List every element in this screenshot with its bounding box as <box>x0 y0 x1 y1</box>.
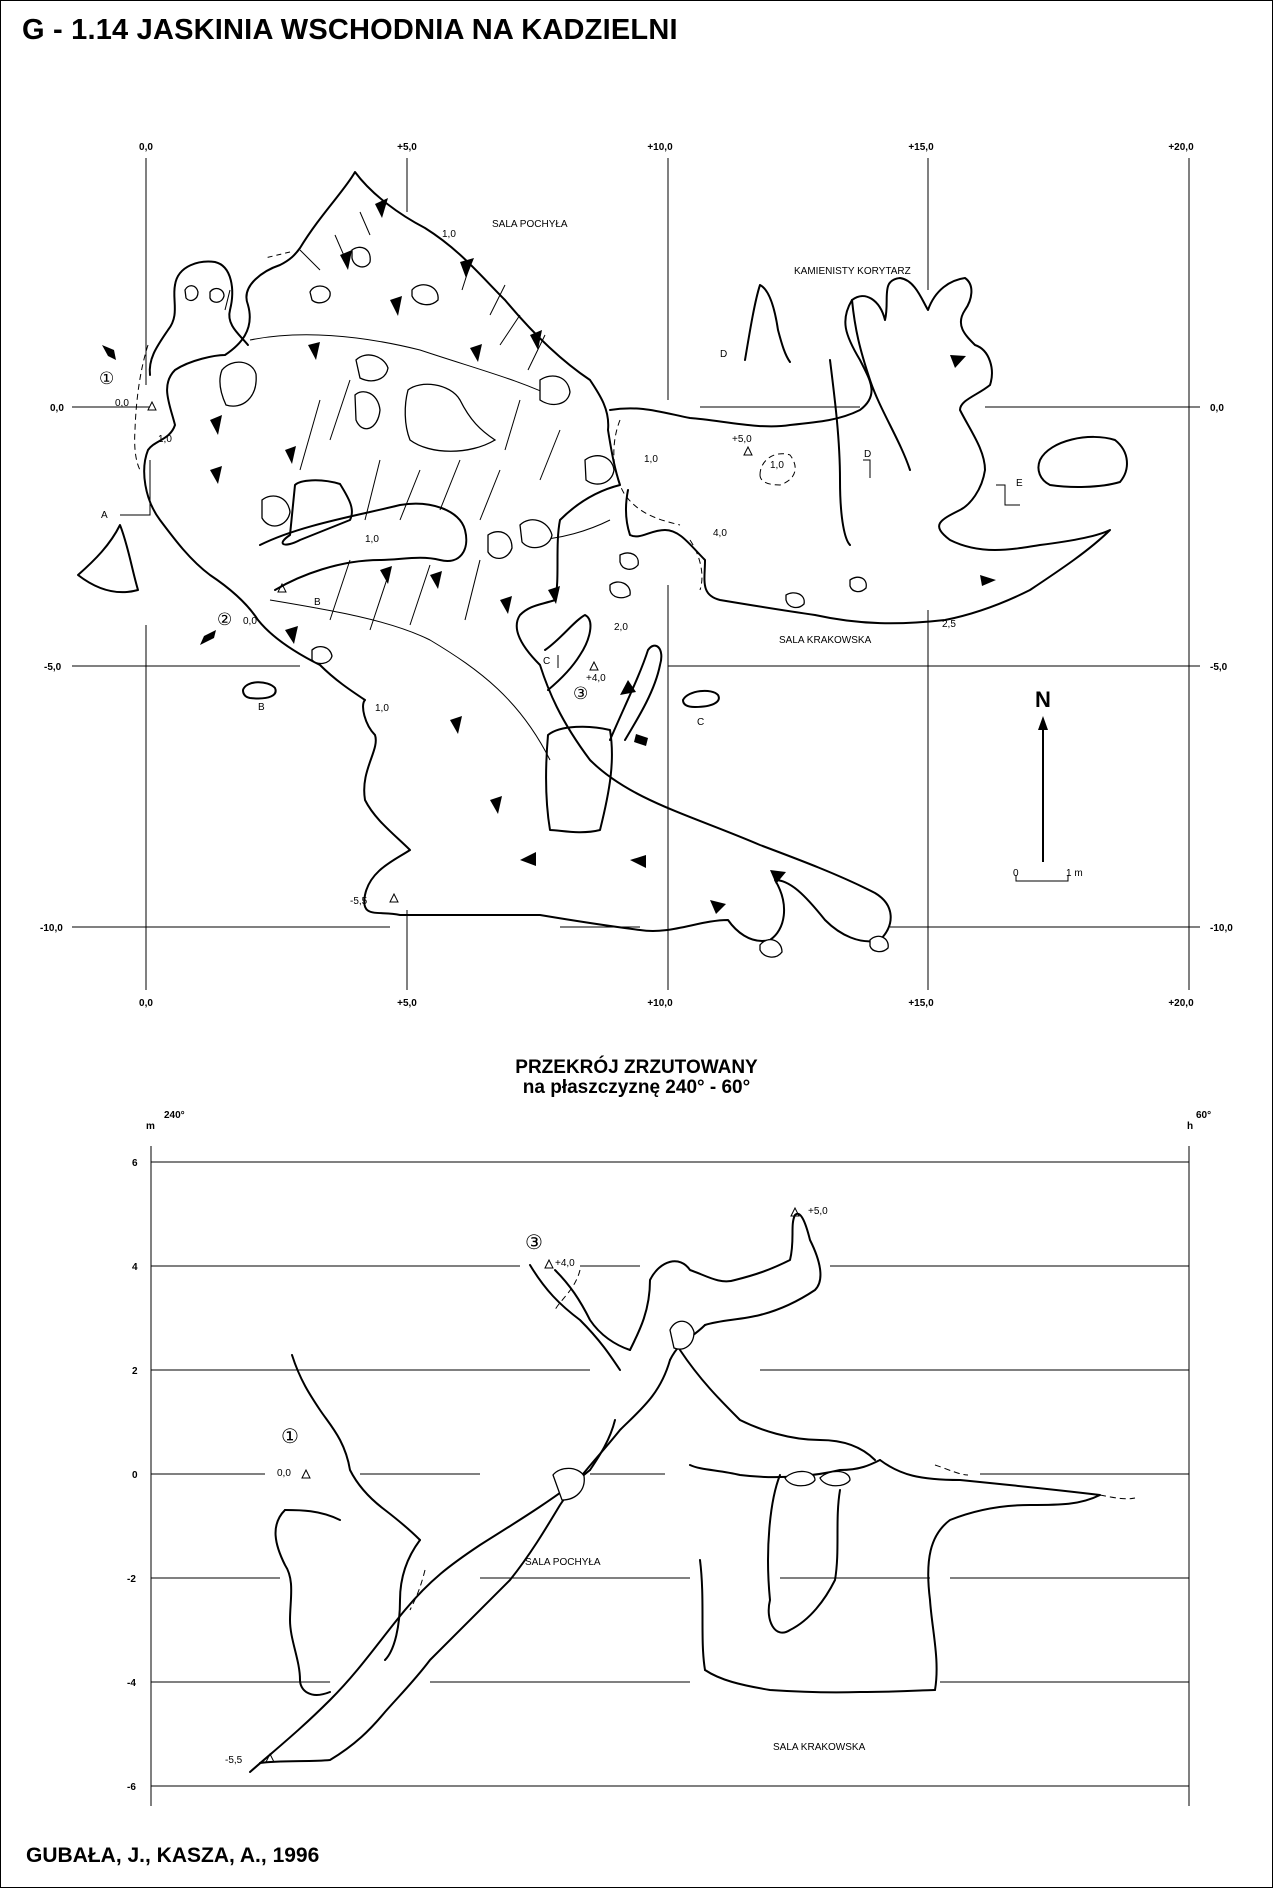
x-tick-top: +10,0 <box>647 142 673 153</box>
map-title: G - 1.14 JASKINIA WSCHODNIA NA KADZIELNI <box>22 14 678 46</box>
section-height-label: 0,0 <box>277 1468 291 1479</box>
outline-c <box>683 691 719 707</box>
outline-a <box>78 525 138 592</box>
scale-bar <box>1013 868 1083 881</box>
x-tick-top: +5,0 <box>397 142 417 153</box>
y-tick-right: -10,0 <box>1210 923 1233 934</box>
section-letter-d: D <box>864 449 872 460</box>
height-label: +5,0 <box>732 434 752 445</box>
x-tick-top: +15,0 <box>908 142 934 153</box>
north-letter: N <box>1035 687 1051 712</box>
section-height-label: -5,5 <box>225 1755 243 1766</box>
height-label: 2,5 <box>942 619 956 630</box>
section-grid <box>151 1146 1189 1806</box>
x-tick-top: +20,0 <box>1168 142 1194 153</box>
section-y-tick: -4 <box>127 1678 136 1689</box>
kamienisty-korytarz-outline <box>852 300 910 470</box>
height-label: 1,0 <box>644 454 658 465</box>
scale-one: 1 m <box>1066 868 1083 879</box>
block-outline <box>546 727 612 833</box>
plan-grid <box>72 158 1200 990</box>
y-tick-left: -5,0 <box>44 662 62 673</box>
unit-right: h <box>1187 1121 1194 1132</box>
height-label: 2,0 <box>614 622 628 633</box>
x-tick-bottom: 0,0 <box>139 998 153 1009</box>
x-tick-top: 0,0 <box>139 142 153 153</box>
section-y-tick: -6 <box>127 1782 136 1793</box>
section-room-sala-krakowska: SALA KRAKOWSKA <box>773 1742 866 1753</box>
section-room-sala-pochyla: SALA POCHYŁA <box>525 1557 601 1568</box>
section-axis-labels <box>127 1110 1211 1793</box>
section-entrance-1: ① <box>281 1426 299 1448</box>
height-label: 1,0 <box>158 434 172 445</box>
section-letter-b-outline: B <box>258 702 265 713</box>
height-label: 1,0 <box>375 703 389 714</box>
plan-labels <box>99 219 1023 907</box>
section-title-line2: na płaszczyznę 240° - 60° <box>522 1077 751 1098</box>
section-profile <box>250 1214 1135 1772</box>
section-letter-e: E <box>1016 478 1023 489</box>
height-label: 1,0 <box>365 534 379 545</box>
room-kamienisty-korytarz: KAMIENISTY KORYTARZ <box>794 266 911 277</box>
azimuth-left: 240° <box>164 1110 185 1121</box>
height-label: -5,5 <box>350 896 368 907</box>
junction-outline <box>610 278 1110 623</box>
outline-b <box>243 682 276 698</box>
unit-left: m <box>146 1121 155 1132</box>
sala-pochyla-outline <box>144 172 890 941</box>
height-label: 1,0 <box>770 460 784 471</box>
nw-lobe-outline <box>175 262 248 345</box>
survey-point <box>148 402 156 410</box>
x-tick-bottom: +20,0 <box>1168 998 1194 1009</box>
entrance-2-marker: ② <box>217 610 233 629</box>
section-y-tick: 2 <box>132 1366 138 1377</box>
y-tick-right: 0,0 <box>1210 403 1224 414</box>
plan-boulders <box>185 247 888 957</box>
plan-section-markers <box>120 460 1020 668</box>
x-tick-bottom: +15,0 <box>908 998 934 1009</box>
y-tick-left: -10,0 <box>40 923 63 934</box>
height-label: 0,0 <box>243 616 257 627</box>
plan-axis-labels <box>40 142 1233 1009</box>
section-survey-point <box>545 1260 553 1268</box>
section-height-label: +4,0 <box>555 1258 575 1269</box>
section-entrance-3: ③ <box>525 1232 543 1254</box>
azimuth-right: 60° <box>1196 1110 1212 1121</box>
y-tick-right: -5,0 <box>1210 662 1228 673</box>
room-sala-pochyla: SALA POCHYŁA <box>492 219 568 230</box>
x-tick-bottom: +5,0 <box>397 998 417 1009</box>
height-label: 1,0 <box>442 229 456 240</box>
authors-footer: GUBAŁA, J., KASZA, A., 1996 <box>26 1844 320 1867</box>
y-tick-left: 0,0 <box>50 403 64 414</box>
entrance-3-marker: ③ <box>573 684 589 703</box>
section-letter-c-outline: C <box>697 717 705 728</box>
section-height-label: +5,0 <box>808 1206 828 1217</box>
room-sala-krakowska: SALA KRAKOWSKA <box>779 635 872 646</box>
section-title-line1: PRZEKRÓJ ZRZUTOWANY <box>515 1057 758 1078</box>
height-label: 4,0 <box>713 528 727 539</box>
east-chamber-outline <box>1038 437 1127 487</box>
section-survey-point <box>302 1470 310 1478</box>
survey-point <box>744 447 752 455</box>
plan-cave-outline <box>78 172 1127 941</box>
side-passage-d-outline <box>745 285 790 362</box>
height-label: +4,0 <box>586 673 606 684</box>
section-letter-a: A <box>101 510 108 521</box>
section-y-tick: -2 <box>127 1574 136 1585</box>
plan-drip-lines <box>135 212 796 760</box>
scale-zero: 0 <box>1013 868 1019 879</box>
pillar-outline <box>283 480 352 544</box>
section-y-tick: 4 <box>132 1262 138 1273</box>
survey-point <box>590 662 598 670</box>
north-arrow <box>1035 687 1051 862</box>
section-title <box>0 1058 1273 1098</box>
column-outline <box>545 615 590 690</box>
section-y-tick: 0 <box>132 1470 138 1481</box>
section-letter-b: B <box>314 597 321 608</box>
x-tick-bottom: +10,0 <box>647 998 673 1009</box>
section-letter-c: C <box>543 656 551 667</box>
survey-point <box>390 894 398 902</box>
entrance-1-marker: ① <box>99 369 115 388</box>
section-letter-d-outline: D <box>720 349 728 360</box>
section-y-tick: 6 <box>132 1158 138 1169</box>
height-label: 0,0 <box>115 398 129 409</box>
